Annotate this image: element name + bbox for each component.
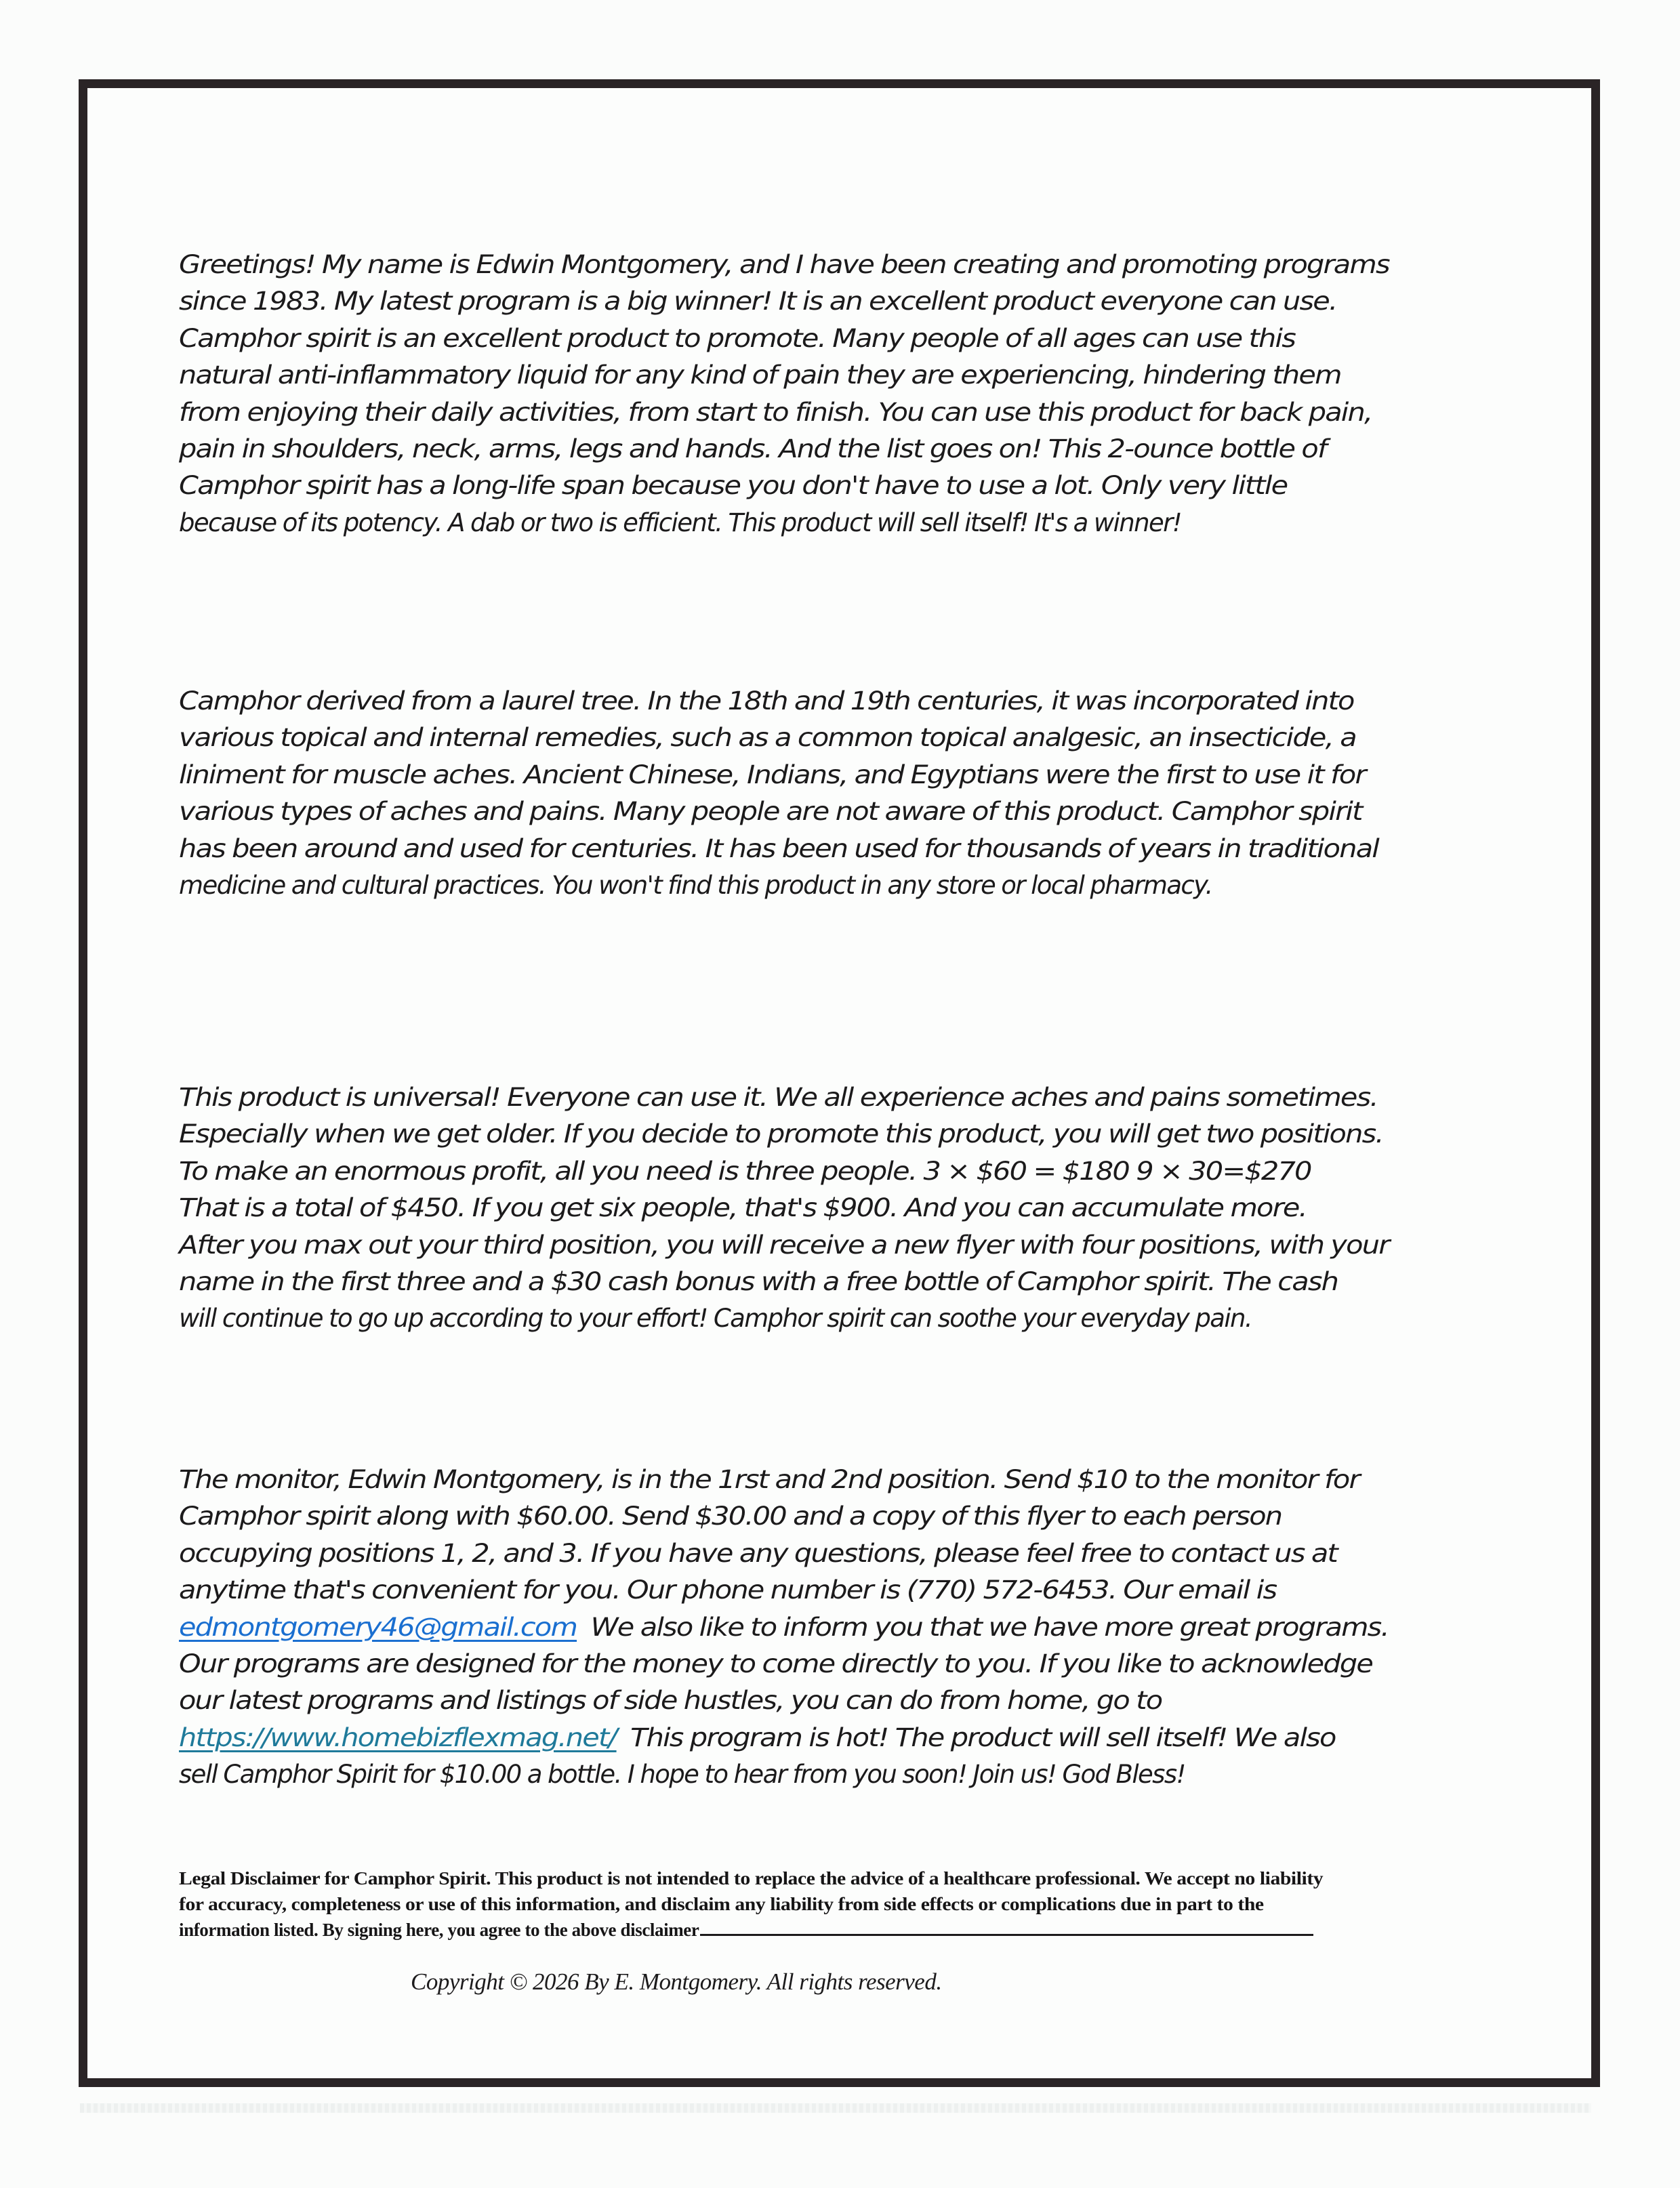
- legal-disclaimer: [179, 1865, 1507, 1943]
- copyright-notice: Copyright © 2026 By E. Montgomery. All rights reserved.: [411, 1968, 942, 1995]
- text-line: Camphor spirit has a long-life span because you don't have to use a lot. Only very little: [179, 471, 1288, 501]
- text-line: has been around and used for centuries. It has been used for thousands of years in traditional: [179, 833, 1379, 863]
- text-line: liniment for muscle aches. Ancient Chinese, Indians, and Egyptians were the first to use it for: [179, 760, 1366, 789]
- text-line: Especially when we get older. If you decide to promote this product, you will get two positions.: [179, 1119, 1383, 1149]
- text-line: This product is universal! Everyone can use it. We all experience aches and pains sometimes.: [179, 1083, 1378, 1112]
- disclaimer-line: information listed. By signing here, you agree to the above disclaimer: [179, 1920, 699, 1940]
- text-line: Camphor spirit along with $60.00. Send $30.00 and a copy of this flyer to each person: [179, 1502, 1282, 1531]
- text-line: Greetings! My name is Edwin Montgomery, and I have been creating and promoting programs: [179, 250, 1389, 279]
- signature-line[interactable]: [700, 1934, 1313, 1936]
- text-line: anytime that's convenient for you. Our phone number is (770) 572-6453. Our email is: [179, 1575, 1277, 1605]
- text-line-email: [179, 1609, 1665, 1646]
- text-line: After you max out your third position, you will receive a new flyer with four positions, with your: [179, 1230, 1389, 1260]
- text-line: since 1983. My latest program is a big winner! It is an excellent product everyone can use.: [179, 287, 1337, 316]
- paragraph-profit-plan: [179, 1079, 1506, 1338]
- text-line: will continue to go up according to your effort! Camphor spirit can soothe your everyday pain.: [179, 1304, 1252, 1334]
- text-line: Camphor derived from a laurel tree. In the 18th and 19th centuries, it was incorporated into: [179, 686, 1354, 716]
- text-line: Camphor spirit is an excellent product to promote. Many people of all ages can use this: [179, 323, 1296, 353]
- website-link[interactable]: https://www.homebizflexmag.net/: [179, 1722, 617, 1752]
- disclaimer-line-signature: [179, 1917, 1507, 1943]
- text-line: sell Camphor Spirit for $10.00 a bottle. I hope to hear from you soon! Join us! God Bless!: [179, 1760, 1185, 1790]
- disclaimer-line: Legal Disclaimer for Camphor Spirit. This product is not intended to replace the advice of a healthcare professional. We accept no liability: [179, 1868, 1324, 1888]
- text-line: To make an enormous profit, all you need is three people. 3 × $60 = $180 9 × 30=$270: [179, 1156, 1311, 1186]
- text-line: because of its potency. A dab or two is efficient. This product will sell itself! It's a winner!: [179, 508, 1181, 537]
- text-line: our latest programs and listings of side hustles, you can do from home, go to: [179, 1686, 1162, 1716]
- text-line: That is a total of $450. If you get six people, that's $900. And you can accumulate more.: [179, 1193, 1307, 1223]
- text-line: Our programs are designed for the money to come directly to you. If you like to acknowledge: [179, 1649, 1373, 1679]
- text-line-url: [179, 1720, 1665, 1756]
- disclaimer-line: for accuracy, completeness or use of this information, and disclaim any liability from side effects or complications due in part to the: [179, 1894, 1264, 1914]
- text-line: medicine and cultural practices. You won't find this product in any store or local pharmacy.: [179, 871, 1212, 901]
- text-line: occupying positions 1, 2, and 3. If you have any questions, please feel free to contact us at: [179, 1538, 1337, 1568]
- text-after-url: This program is hot! The product will sell itself! We also: [616, 1722, 1336, 1752]
- text-line: name in the first three and a $30 cash bonus with a free bottle of Camphor spirit. The cash: [179, 1267, 1338, 1297]
- paragraph-introduction: [179, 247, 1506, 541]
- text-line: natural anti-inflammatory liquid for any kind of pain they are experiencing, hindering them: [179, 360, 1341, 390]
- text-after-email: We also like to inform you that we have more great programs.: [577, 1612, 1389, 1642]
- text-line: various types of aches and pains. Many people are not aware of this product. Camphor spirit: [179, 797, 1362, 827]
- scan-bleed-through: [80, 2103, 1591, 2113]
- text-line: pain in shoulders, neck, arms, legs and hands. And the list goes on! This 2-ounce bottle of: [179, 434, 1326, 464]
- text-line: various topical and internal remedies, such as a common topical analgesic, an insecticide, a: [179, 723, 1356, 753]
- paragraph-camphor-history: [179, 683, 1506, 904]
- text-line: from enjoying their daily activities, from start to finish. You can use this product for back pain,: [179, 397, 1372, 427]
- text-line: The monitor, Edwin Montgomery, is in the 1rst and 2nd position. Send $10 to the monitor for: [179, 1465, 1359, 1494]
- email-link[interactable]: edmontgomery46@gmail.com: [179, 1612, 577, 1642]
- paragraph-instructions-contact: [179, 1462, 1506, 1794]
